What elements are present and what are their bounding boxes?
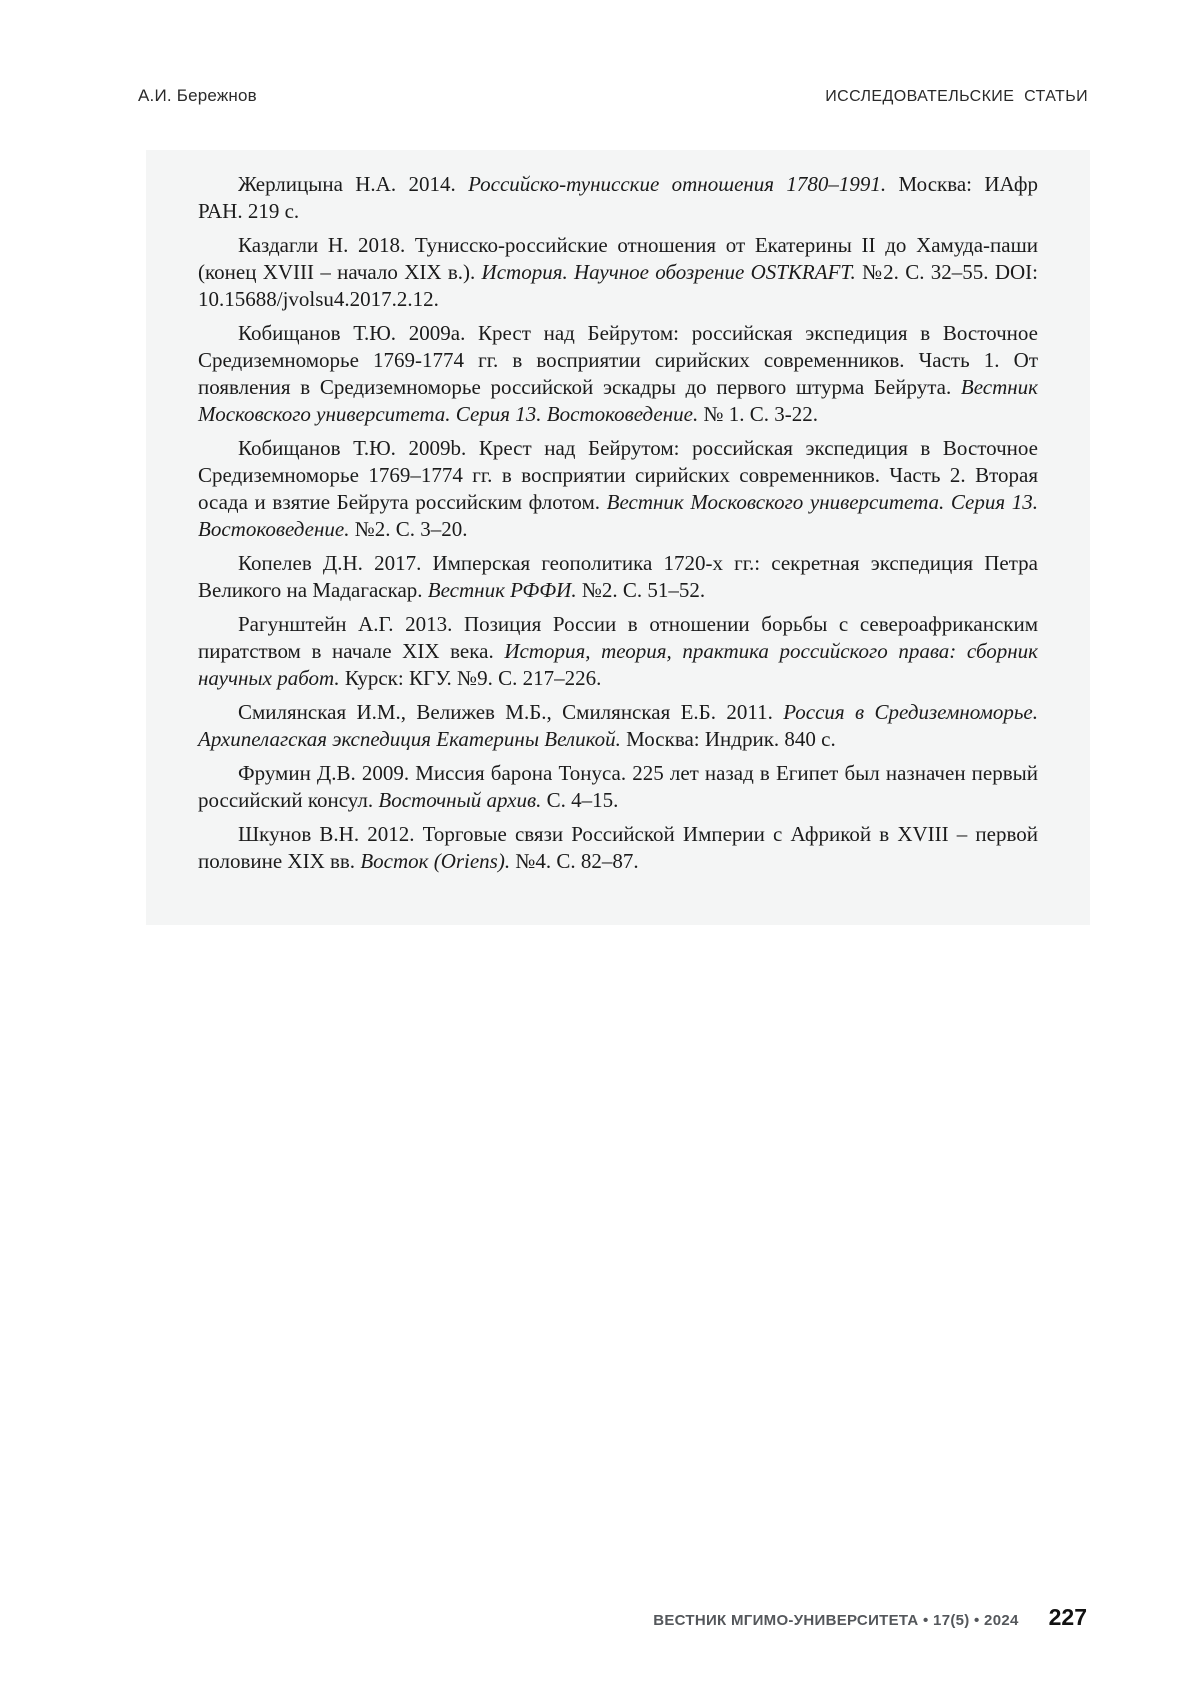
reference-title-italic: Вестник Московского университета. Серия 13. Востоковедение. [198,490,1038,541]
reference-text: Смилянская И.М., Велижев М.Б., Смилянская Е.Б. 2011. [238,700,784,724]
reference-text: С. 4–15. [541,788,619,812]
reference-text: Москва: ИАфр РАН. 219 с. [198,172,1039,223]
header-section-label: ИССЛЕДОВАТЕЛЬСКИЕ СТАТЬИ [825,88,1088,105]
reference-title-italic: История. Научное обозрение OSTKRAFT. [481,260,856,284]
reference-text: Кобищанов Т.Ю. 2009b. Крест над Бейрутом: российская экспедиция в Восточное Средиземноморье 1769–1774 гг. в восприятии сирийских современников. Часть 2. Вторая осада и взятие Бейрута российским флотом. [198,436,1038,514]
reference-title-italic: Вестник РФФИ. [427,578,577,602]
reference-entry [198,232,1038,313]
reference-entry [198,550,1038,604]
references-panel [146,150,1090,925]
reference-text: №4. С. 82–87. [510,849,639,873]
reference-entry [198,699,1038,753]
header-author: А.И. Бережнов [138,86,257,105]
reference-text: Копелев Д.Н. 2017. Имперская геополитика 1720-х гг.: секретная экспедиция Петра Великого на Мадагаскар. [198,551,1038,602]
reference-title-italic: Восточный архив. [378,788,542,812]
reference-text: № 1. С. 3-22. [698,402,819,426]
reference-title-italic: Российско-тунисские отношения 1780–1991. [468,172,887,196]
reference-text: Жерлицына Н.А. 2014. [238,172,469,196]
reference-text: Фрумин Д.В. 2009. Миссия барона Тонуса. 225 лет назад в Египет был назначен первый российский консул. [198,761,1038,812]
footer-page-number: 227 [1048,1604,1087,1630]
reference-text: №2. С. 51–52. [576,578,706,602]
reference-text: №2. С. 32–55. DOI: 10.15688/jvolsu4.2017.2.12. [198,260,1038,311]
reference-text: Рагунштейн А.Г. 2013. Позиция России в отношении борьбы с североафриканским пиратством в начале XIX века. [198,612,1038,663]
reference-entry [198,611,1038,692]
reference-entry [198,435,1038,543]
reference-title-italic: Россия в Средиземноморье. Архипелагская экспедиция Екатерины Великой. [198,700,1038,751]
reference-text: Шкунов В.Н. 2012. Торговые связи Российской Империи с Африкой в XVIII – первой половине XIX вв. [198,822,1038,873]
reference-title-italic: История, теория, практика российского права: сборник научных работ. [198,639,1038,690]
reference-text: Москва: Индрик. 840 с. [620,727,836,751]
reference-text: Кобищанов Т.Ю. 2009a. Крест над Бейрутом: российская экспедиция в Восточное Средиземноморье 1769-1774 гг. в восприятии сирийских современников. Часть 1. От появления в Средиземноморье российской эскадры до первого штурма Бейрута. [198,321,1038,399]
reference-entry [198,320,1038,428]
running-head [138,86,1088,106]
footer-journal-line: ВЕСТНИК МГИМО-УНИВЕРСИТЕТА • 17(5) • 2024 [653,1612,1019,1629]
reference-text: Каздагли Н. 2018. Тунисско-российские отношения от Екатерины II до Хамуда-паши (конец XVIII – начало XIX в.). [198,233,1038,284]
page-footer [653,1604,1087,1631]
reference-entry [198,171,1038,225]
reference-title-italic: Вестник Московского университета. Серия 13. Востоковедение. [198,375,1038,426]
reference-entry [198,821,1038,875]
reference-entry [198,760,1038,814]
reference-title-italic: Восток (Oriens). [360,849,511,873]
reference-text: №2. С. 3–20. [349,517,468,541]
reference-text: Курск: КГУ. №9. С. 217–226. [339,666,602,690]
